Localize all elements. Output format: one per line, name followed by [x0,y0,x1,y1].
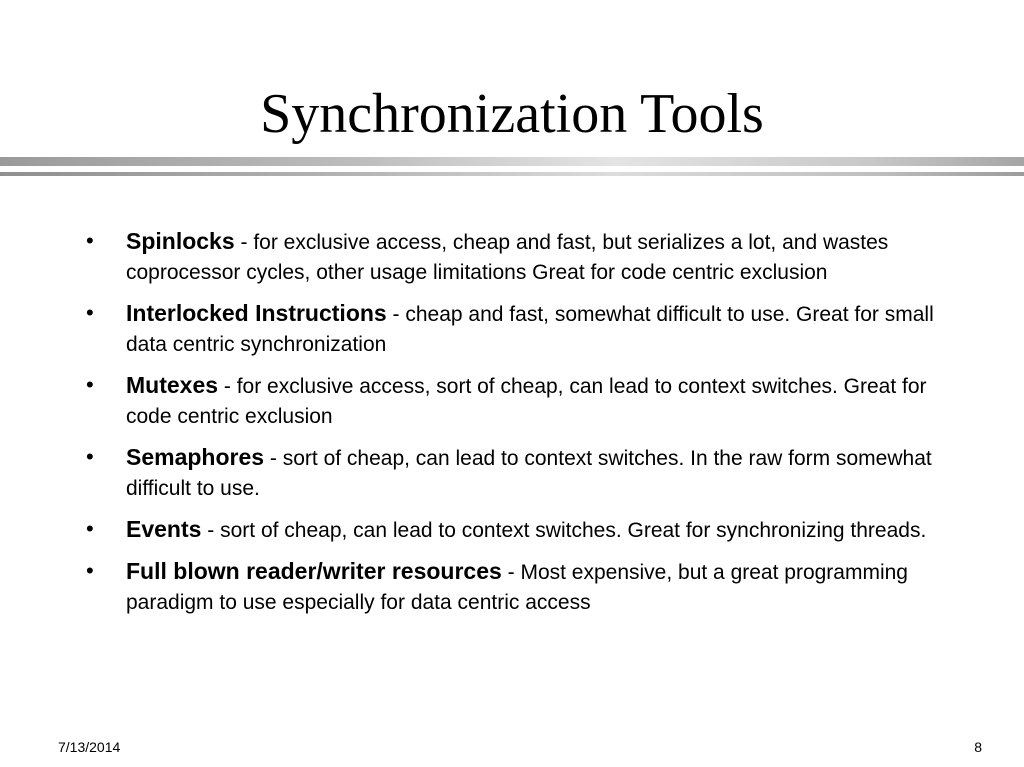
bullet-dot: • [86,444,94,469]
bullet-description: - cheap and fast, somewhat difficult to use. Great for small data centric synchronization [126,303,934,356]
footer-date: 7/13/2014 [58,739,121,755]
bullet-term: Interlocked Instructions [126,300,387,326]
bullet-item-mutexes [86,370,946,432]
bullet-dot: • [86,228,94,253]
bullet-dot: • [86,516,94,541]
bullet-item-events [86,514,946,546]
footer-page-number: 8 [974,739,982,755]
title-divider-thin [0,172,1024,176]
slide-title: Synchronization Tools [260,83,764,145]
bullet-description: - Most expensive, but a great programming paradigm to use especially for data centric access [126,561,908,614]
bullet-dot: • [86,300,94,325]
bullet-description: - sort of cheap, can lead to context switches. In the raw form somewhat difficult to use. [126,447,932,500]
bullet-item-reader-writer-resources [86,556,946,618]
title-divider-thick [0,157,1024,166]
bullet-dot: • [86,558,94,583]
bullet-term: Events [126,516,202,542]
bullet-item-interlocked-instructions [86,298,946,360]
bullet-term: Full blown reader/writer resources [126,558,502,584]
bullet-description: - sort of cheap, can lead to context switches. Great for synchronizing threads. [201,519,927,542]
bullet-description: - for exclusive access, cheap and fast, but serializes a lot, and wastes coprocessor cycles, other usage limitations Great for code centric exclusion [126,231,889,284]
bullet-term: Spinlocks [126,228,235,254]
bullet-description: - for exclusive access, sort of cheap, can lead to context switches. Great for code centric exclusion [126,375,927,428]
bullet-item-spinlocks [86,226,946,288]
bullet-term: Semaphores [126,444,265,470]
bullet-dot: • [86,372,94,397]
bullet-item-semaphores [86,442,946,504]
bullet-list [86,226,946,628]
bullet-term: Mutexes [126,372,219,398]
